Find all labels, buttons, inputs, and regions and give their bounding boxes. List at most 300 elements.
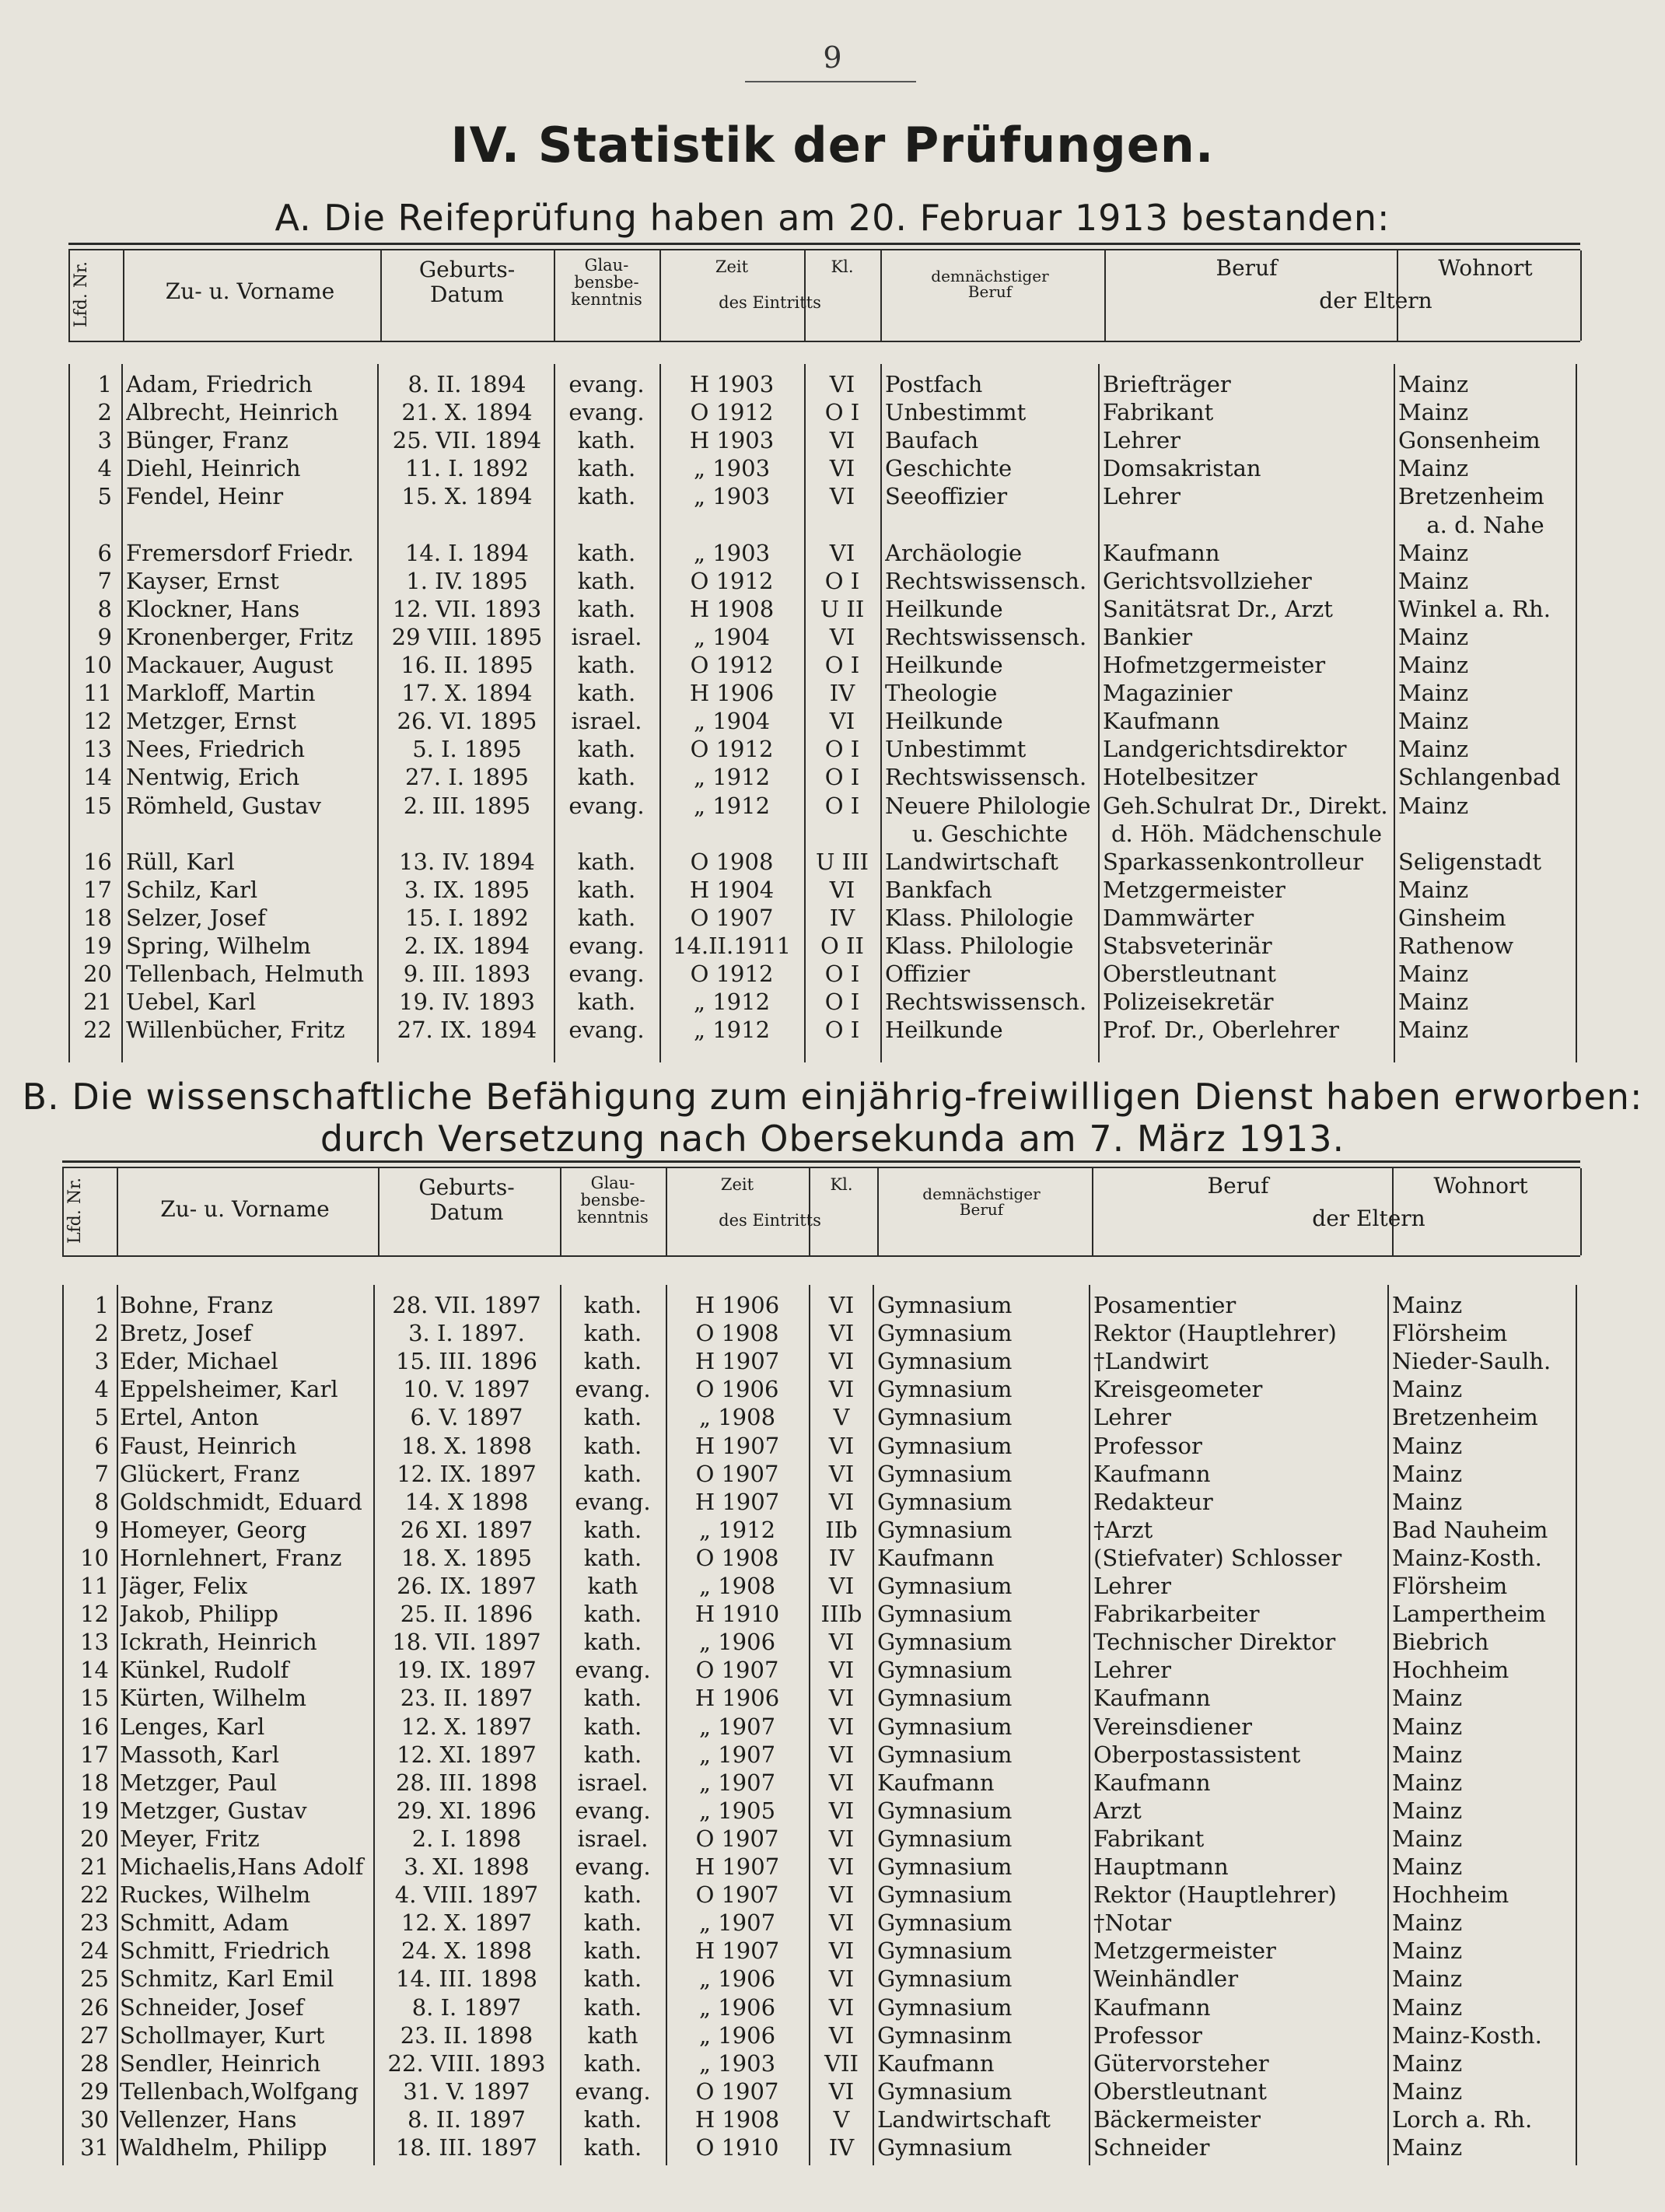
row-name: Albrecht, Heinrich <box>126 399 339 426</box>
row-konfession: kath. <box>583 1685 642 1712</box>
row-beruf: Gymnasium <box>877 1965 1013 1993</box>
row-beruf: Heilkunde <box>885 708 1003 735</box>
row-wohnort: Mainz <box>1398 455 1469 482</box>
header-nr: Lfd. Nr. <box>72 261 91 327</box>
row-wohnort: Hochheim <box>1392 1881 1509 1909</box>
row-nr: 2 <box>97 399 112 426</box>
row-wohnort: Mainz-Kosth. <box>1392 2021 1542 2049</box>
row-klasse: O I <box>824 1017 860 1044</box>
table-row <box>0 2021 1665 2049</box>
row-klasse: VI <box>829 427 855 454</box>
row-beruf: Gymnasium <box>877 1376 1013 1403</box>
row-zeit: „ 1906 <box>698 1629 776 1656</box>
row-geburtsdatum: 3. I. 1897. <box>408 1320 525 1347</box>
row-name: Faust, Heinrich <box>120 1432 297 1459</box>
row-beruf: Landwirtschaft <box>877 2105 1051 2133</box>
row-beruf: Gymnasium <box>877 1320 1013 1347</box>
row-wohnort-cont: a. d. Nahe <box>1426 511 1544 538</box>
row-geburtsdatum: 28. III. 1898 <box>396 1769 537 1796</box>
table-row <box>0 1965 1665 1993</box>
row-nr: 30 <box>80 2105 109 2133</box>
row-wohnort: Mainz <box>1392 2077 1463 2105</box>
row-wohnort: Gonsenheim <box>1398 427 1541 454</box>
row-zeit: H 1907 <box>694 1488 780 1515</box>
row-nr: 14 <box>80 1657 109 1684</box>
row-name: Metzger, Gustav <box>120 1797 307 1824</box>
row-eltern-beruf: Rektor (Hauptlehrer) <box>1093 1881 1337 1909</box>
row-nr: 15 <box>80 1685 109 1712</box>
row-geburtsdatum: 3. IX. 1895 <box>404 876 530 903</box>
row-wohnort: Mainz <box>1398 652 1469 678</box>
row-name: Kürten, Wilhelm <box>120 1685 306 1712</box>
row-wohnort: Nieder-Saulh. <box>1392 1348 1551 1375</box>
row-konfession: kath. <box>577 567 636 594</box>
row-wohnort: Mainz <box>1398 961 1469 988</box>
row-konfession: israel. <box>571 623 642 650</box>
row-eltern-beruf: Metzgermeister <box>1093 1937 1276 1965</box>
row-zeit: O 1912 <box>690 567 774 594</box>
row-wohnort: Mainz <box>1392 1853 1463 1880</box>
row-beruf: Gymnasium <box>877 1741 1013 1768</box>
row-beruf: Gymnasium <box>877 1292 1013 1318</box>
row-zeit: O 1907 <box>695 1657 779 1684</box>
row-geburtsdatum: 24. X. 1898 <box>401 1937 533 1965</box>
row-geburtsdatum: 27. I. 1895 <box>404 764 530 791</box>
row-geburtsdatum: 9. III. 1893 <box>403 961 531 988</box>
header-divider <box>1580 1168 1582 1255</box>
row-wohnort: Mainz <box>1392 1741 1463 1768</box>
row-konfession: kath. <box>583 1320 642 1347</box>
row-zeit: H 1907 <box>694 1937 780 1965</box>
row-konfession: kath. <box>583 1713 642 1740</box>
row-nr: 19 <box>80 1797 109 1824</box>
row-name: Spring, Wilhelm <box>126 933 311 959</box>
row-konfession: kath. <box>577 848 636 875</box>
row-klasse: O I <box>824 792 860 819</box>
header-der-eltern: der Eltern <box>1319 288 1432 313</box>
row-wohnort: Mainz <box>1398 567 1469 594</box>
row-konfession: kath. <box>577 483 636 510</box>
row-konfession: evang. <box>575 1797 651 1824</box>
row-konfession: israel. <box>577 1825 649 1852</box>
row-eltern-beruf: Polizeisekretär <box>1103 989 1274 1016</box>
row-eltern-beruf: Redakteur <box>1093 1488 1213 1515</box>
row-klasse: VI <box>828 1993 855 2021</box>
row-name: Hornlehnert, Franz <box>120 1544 342 1571</box>
row-wohnort: Mainz <box>1392 1713 1463 1740</box>
row-name: Willenbücher, Fritz <box>126 1017 345 1044</box>
row-geburtsdatum: 19. IX. 1897 <box>397 1657 537 1684</box>
row-geburtsdatum: 15. III. 1896 <box>396 1348 537 1375</box>
row-zeit: H 1906 <box>689 680 775 707</box>
row-geburtsdatum: 17. X. 1894 <box>401 680 533 707</box>
row-konfession: kath <box>587 1573 638 1599</box>
row-beruf: Gymnasium <box>877 1488 1013 1515</box>
row-wohnort: Mainz <box>1392 1825 1463 1852</box>
row-eltern-beruf: Lehrer <box>1103 427 1181 454</box>
row-klasse: O I <box>824 652 860 678</box>
table-row <box>0 1993 1665 2021</box>
row-beruf: Rechtswissensch. <box>885 567 1087 594</box>
row-konfession: evang. <box>575 1488 651 1515</box>
row-klasse: VI <box>828 1909 855 1937</box>
row-eltern-beruf: Oberstleutnant <box>1093 2077 1267 2105</box>
row-nr: 9 <box>97 623 112 650</box>
row-klasse: VI <box>829 371 855 397</box>
row-eltern-beruf: Landgerichtsdirektor <box>1103 736 1347 763</box>
row-nr: 11 <box>83 680 112 707</box>
row-beruf: Gymnasium <box>877 1629 1013 1656</box>
header-wohnort: Wohnort <box>1433 1173 1528 1199</box>
row-nr: 4 <box>97 455 112 482</box>
row-zeit: O 1907 <box>695 1881 779 1909</box>
row-klasse: VI <box>828 1460 855 1487</box>
row-wohnort: Mainz <box>1392 1769 1463 1796</box>
row-konfession: kath <box>587 2021 638 2049</box>
row-klasse: VI <box>828 1292 855 1318</box>
row-konfession: kath. <box>583 1348 642 1375</box>
row-wohnort: Mainz <box>1392 1937 1463 1965</box>
row-konfession: kath. <box>577 904 636 931</box>
row-nr: 22 <box>80 1881 109 1909</box>
row-beruf: Archäologie <box>885 539 1023 566</box>
row-name: Schmitz, Karl Emil <box>120 1965 334 1993</box>
row-beruf: Gymnasium <box>877 1516 1013 1543</box>
row-klasse: IIb <box>825 1516 858 1543</box>
row-name: Diehl, Heinrich <box>126 455 301 482</box>
table-row <box>0 1937 1665 1965</box>
row-nr: 25 <box>80 1965 109 1993</box>
row-name: Sendler, Heinrich <box>120 2049 321 2077</box>
row-nr: 16 <box>83 848 112 875</box>
row-wohnort: Mainz <box>1392 1488 1463 1515</box>
row-beruf: Gymnasium <box>877 1797 1013 1824</box>
row-konfession: evang. <box>568 933 645 959</box>
row-konfession: israel. <box>577 1769 649 1796</box>
row-konfession: kath. <box>577 455 636 482</box>
row-zeit: O 1907 <box>690 904 774 931</box>
row-wohnort: Mainz <box>1398 1017 1469 1044</box>
row-name: Selzer, Josef <box>126 904 266 931</box>
row-eltern-beruf: Prof. Dr., Oberlehrer <box>1103 1017 1339 1044</box>
row-zeit: H 1908 <box>694 2105 780 2133</box>
row-eltern-beruf: Lehrer <box>1103 483 1181 510</box>
row-eltern-beruf: (Stiefvater) Schlosser <box>1093 1544 1342 1571</box>
row-zeit: „ 1912 <box>698 1516 776 1543</box>
row-name: Schollmayer, Kurt <box>120 2021 325 2049</box>
row-nr: 21 <box>83 989 112 1016</box>
row-zeit: „ 1906 <box>698 2021 776 2049</box>
header-zeit: Zeit <box>715 257 749 276</box>
row-geburtsdatum: 13. IV. 1894 <box>399 848 535 875</box>
page-title: IV. Statistik der Prüfungen. <box>450 117 1215 173</box>
row-name: Ickrath, Heinrich <box>120 1629 317 1656</box>
row-beruf: Gymnasinm <box>877 2021 1013 2049</box>
row-klasse: VII <box>824 2049 859 2077</box>
row-zeit: „ 1907 <box>698 1713 776 1740</box>
row-eltern-beruf: Kaufmann <box>1093 1993 1211 2021</box>
row-zeit: H 1907 <box>694 1348 780 1375</box>
row-beruf: Gymnasium <box>877 2134 1013 2161</box>
table-row <box>0 1347 1665 1375</box>
row-eltern-beruf: Gütervorsteher <box>1093 2049 1269 2077</box>
row-name: Ertel, Anton <box>120 1404 259 1431</box>
row-beruf: Offizier <box>885 961 971 988</box>
row-name: Nentwig, Erich <box>126 764 300 791</box>
row-zeit: „ 1912 <box>693 1017 771 1044</box>
row-klasse: VI <box>828 1320 855 1347</box>
row-zeit: O 1907 <box>695 1825 779 1852</box>
header-kl: Kl. <box>830 1175 853 1194</box>
row-beruf: Theologie <box>885 680 998 707</box>
row-geburtsdatum: 18. VII. 1897 <box>392 1629 541 1656</box>
row-geburtsdatum: 11. I. 1892 <box>404 455 530 482</box>
row-zeit: O 1912 <box>690 736 774 763</box>
row-wohnort: Lampertheim <box>1392 1601 1546 1628</box>
table-row <box>0 1797 1665 1825</box>
row-name: Bohne, Franz <box>120 1292 273 1318</box>
row-nr: 16 <box>80 1713 109 1740</box>
row-beruf: Gymnasium <box>877 2077 1013 2105</box>
row-konfession: evang. <box>568 792 645 819</box>
row-wohnort: Mainz <box>1392 1460 1463 1487</box>
row-eltern-beruf: Lehrer <box>1093 1657 1171 1684</box>
row-nr: 6 <box>97 539 112 566</box>
row-name: Glückert, Franz <box>120 1460 300 1487</box>
row-eltern-beruf: Oberstleutnant <box>1103 961 1276 988</box>
row-name: Goldschmidt, Eduard <box>120 1488 362 1515</box>
row-geburtsdatum: 12. VII. 1893 <box>392 595 542 622</box>
row-beruf: Gymnasium <box>877 1853 1013 1880</box>
row-wohnort: Hochheim <box>1392 1657 1509 1684</box>
row-klasse: VI <box>828 1741 855 1768</box>
section-b-heading-2: durch Versetzung nach Obersekunda am 7. März 1913. <box>320 1118 1345 1160</box>
row-name: Jäger, Felix <box>120 1573 248 1599</box>
row-konfession: evang. <box>568 1017 645 1044</box>
row-zeit: O 1910 <box>695 2134 779 2161</box>
row-klasse: VI <box>828 1432 855 1459</box>
row-zeit: „ 1908 <box>698 1573 776 1599</box>
row-wohnort: Flörsheim <box>1392 1320 1508 1347</box>
row-nr: 17 <box>83 876 112 903</box>
row-beruf: Heilkunde <box>885 1017 1003 1044</box>
row-beruf-cont: u. Geschichte <box>911 820 1069 847</box>
row-zeit: „ 1903 <box>693 483 771 510</box>
row-nr: 12 <box>83 708 112 735</box>
row-konfession: evang. <box>575 1376 651 1403</box>
table-row <box>0 1713 1665 1741</box>
row-konfession: kath. <box>583 1460 642 1487</box>
row-zeit: O 1912 <box>690 652 774 678</box>
row-konfession: kath. <box>583 1292 642 1318</box>
row-nr: 7 <box>97 567 112 594</box>
row-name: Metzger, Ernst <box>126 708 296 735</box>
row-nr: 10 <box>83 652 112 678</box>
row-geburtsdatum: 25. II. 1896 <box>400 1601 533 1628</box>
row-nr: 1 <box>94 1292 109 1318</box>
row-beruf: Gymnasium <box>877 1573 1013 1599</box>
row-name: Uebel, Karl <box>126 989 257 1016</box>
row-nr: 13 <box>83 736 112 763</box>
row-zeit: O 1907 <box>695 1460 779 1487</box>
row-klasse: VI <box>828 1685 855 1712</box>
table-row <box>0 1628 1665 1656</box>
row-zeit: „ 1912 <box>693 989 771 1016</box>
row-geburtsdatum: 18. X. 1898 <box>401 1432 533 1459</box>
row-name: Metzger, Paul <box>120 1769 278 1796</box>
row-name: Künkel, Rudolf <box>120 1657 289 1684</box>
row-nr: 26 <box>80 1993 109 2021</box>
row-eltern-beruf: Kaufmann <box>1103 708 1220 735</box>
row-name: Kayser, Ernst <box>126 567 279 594</box>
row-klasse: VI <box>828 1853 855 1880</box>
row-konfession: kath. <box>583 1881 642 1909</box>
header-geburt-1: Geburts- <box>418 257 516 282</box>
row-konfession: kath. <box>577 736 636 763</box>
row-klasse: IV <box>828 2134 855 2161</box>
row-wohnort: Mainz <box>1398 989 1469 1016</box>
row-konfession: kath. <box>583 1516 642 1543</box>
row-nr: 8 <box>97 595 112 622</box>
row-beruf: Unbestimmt <box>885 736 1027 763</box>
table-top-rule <box>62 1160 1580 1163</box>
row-beruf: Gymnasium <box>877 1460 1013 1487</box>
row-name: Römheld, Gustav <box>126 792 321 819</box>
row-konfession: kath. <box>583 1544 642 1571</box>
row-name: Lenges, Karl <box>120 1713 265 1740</box>
row-geburtsdatum: 15. X. 1894 <box>401 483 533 510</box>
row-nr: 18 <box>83 904 112 931</box>
row-klasse: VI <box>828 1488 855 1515</box>
table-row <box>0 1909 1665 1937</box>
row-nr: 13 <box>80 1629 109 1656</box>
row-konfession: kath. <box>577 680 636 707</box>
row-klasse: VI <box>828 1376 855 1403</box>
row-beruf: Neuere Philologie <box>885 792 1091 819</box>
row-konfession: kath. <box>583 1993 642 2021</box>
header-eltern-beruf: Beruf <box>1207 1173 1269 1199</box>
row-zeit: „ 1907 <box>698 1741 776 1768</box>
row-eltern-beruf: Bäckermeister <box>1093 2105 1261 2133</box>
row-beruf: Gymnasium <box>877 1993 1013 2021</box>
row-konfession: evang. <box>568 399 645 426</box>
row-wohnort: Mainz <box>1398 708 1469 735</box>
row-konfession: kath. <box>583 2134 642 2161</box>
row-eltern-beruf: Hofmetzgermeister <box>1103 652 1326 678</box>
row-wohnort: Mainz <box>1392 1993 1463 2021</box>
row-beruf: Gymnasium <box>877 1825 1013 1852</box>
row-klasse: VI <box>828 1629 855 1656</box>
row-name: Eppelsheimer, Karl <box>120 1376 338 1403</box>
row-wohnort: Mainz <box>1398 876 1469 903</box>
row-wohnort: Mainz <box>1392 2134 1463 2161</box>
row-name: Michaelis,Hans Adolf <box>120 1853 364 1880</box>
row-geburtsdatum: 26. VI. 1895 <box>397 708 537 735</box>
row-zeit: „ 1904 <box>693 623 771 650</box>
table-top-rule-inner <box>62 1167 1580 1168</box>
row-eltern-beruf: Vereinsdiener <box>1093 1713 1253 1740</box>
row-name: Waldhelm, Philipp <box>120 2134 327 2161</box>
row-zeit: O 1907 <box>695 2077 779 2105</box>
row-zeit: „ 1912 <box>693 764 771 791</box>
row-eltern-beruf: Hotelbesitzer <box>1103 764 1257 791</box>
row-klasse: U III <box>815 848 869 875</box>
row-nr: 28 <box>80 2049 109 2077</box>
row-name: Massoth, Karl <box>120 1741 280 1768</box>
row-eltern-beruf: Schneider <box>1093 2134 1210 2161</box>
row-name: Kronenberger, Fritz <box>126 623 354 650</box>
row-konfession: kath. <box>577 427 636 454</box>
table-row <box>0 2077 1665 2105</box>
row-beruf: Kaufmann <box>877 1769 995 1796</box>
table-row <box>0 1516 1665 1544</box>
row-eltern-beruf: Hauptmann <box>1093 1853 1229 1880</box>
row-nr: 20 <box>83 961 112 988</box>
row-zeit: „ 1908 <box>698 1404 776 1431</box>
row-konfession: kath. <box>583 1629 642 1656</box>
row-wohnort: Mainz <box>1398 680 1469 707</box>
table-row <box>0 1460 1665 1488</box>
row-klasse: IV <box>828 1544 855 1571</box>
row-nr: 9 <box>94 1516 109 1543</box>
row-klasse: O I <box>824 764 860 791</box>
row-beruf: Rechtswissensch. <box>885 764 1087 791</box>
row-geburtsdatum: 2. IX. 1894 <box>404 933 530 959</box>
row-konfession: kath. <box>577 595 636 622</box>
row-beruf: Seeoffizier <box>885 483 1008 510</box>
row-wohnort: Mainz <box>1392 1965 1463 1993</box>
row-nr: 18 <box>80 1769 109 1796</box>
row-nr: 3 <box>94 1348 109 1375</box>
row-klasse: VI <box>828 2077 855 2105</box>
row-zeit: O 1912 <box>690 399 774 426</box>
row-nr: 24 <box>80 1937 109 1965</box>
row-wohnort: Mainz <box>1392 1797 1463 1824</box>
row-klasse: U II <box>820 595 865 622</box>
row-nr: 5 <box>94 1404 109 1431</box>
row-klasse: VI <box>829 876 855 903</box>
header-zeit: Zeit <box>720 1175 754 1194</box>
row-zeit: O 1908 <box>695 1544 779 1571</box>
row-name: Bretz, Josef <box>120 1320 252 1347</box>
row-name: Rüll, Karl <box>126 848 235 875</box>
row-name: Nees, Friedrich <box>126 736 306 763</box>
section-b-heading-1: B. Die wissenschaftliche Befähigung zum einjährig-freiwilligen Dienst haben erworben: <box>22 1076 1643 1118</box>
header-name: Zu- u. Vorname <box>165 278 335 304</box>
row-zeit: O 1908 <box>690 848 774 875</box>
row-zeit: „ 1906 <box>698 1965 776 1993</box>
row-beruf: Klass. Philologie <box>885 904 1074 931</box>
row-eltern-beruf: Kaufmann <box>1093 1460 1211 1487</box>
header-geburt-1: Geburts- <box>418 1174 515 1200</box>
row-beruf: Unbestimmt <box>885 399 1027 426</box>
row-klasse: VI <box>829 708 855 735</box>
header-geburt-2: Datum <box>430 282 504 307</box>
row-zeit: „ 1907 <box>698 1769 776 1796</box>
row-zeit: H 1907 <box>694 1432 780 1459</box>
row-name: Markloff, Martin <box>126 680 316 707</box>
row-eltern-beruf: Fabrikarbeiter <box>1093 1601 1260 1628</box>
row-nr: 29 <box>80 2077 109 2105</box>
row-geburtsdatum: 23. II. 1898 <box>400 2021 533 2049</box>
row-geburtsdatum: 12. X. 1897 <box>401 1909 533 1937</box>
row-nr: 21 <box>80 1853 109 1880</box>
row-geburtsdatum: 19. IV. 1893 <box>399 989 535 1016</box>
row-zeit: O 1906 <box>695 1376 779 1403</box>
row-zeit: „ 1905 <box>698 1797 776 1824</box>
row-wohnort: Mainz <box>1392 2049 1463 2077</box>
row-geburtsdatum: 29. XI. 1896 <box>397 1797 537 1824</box>
